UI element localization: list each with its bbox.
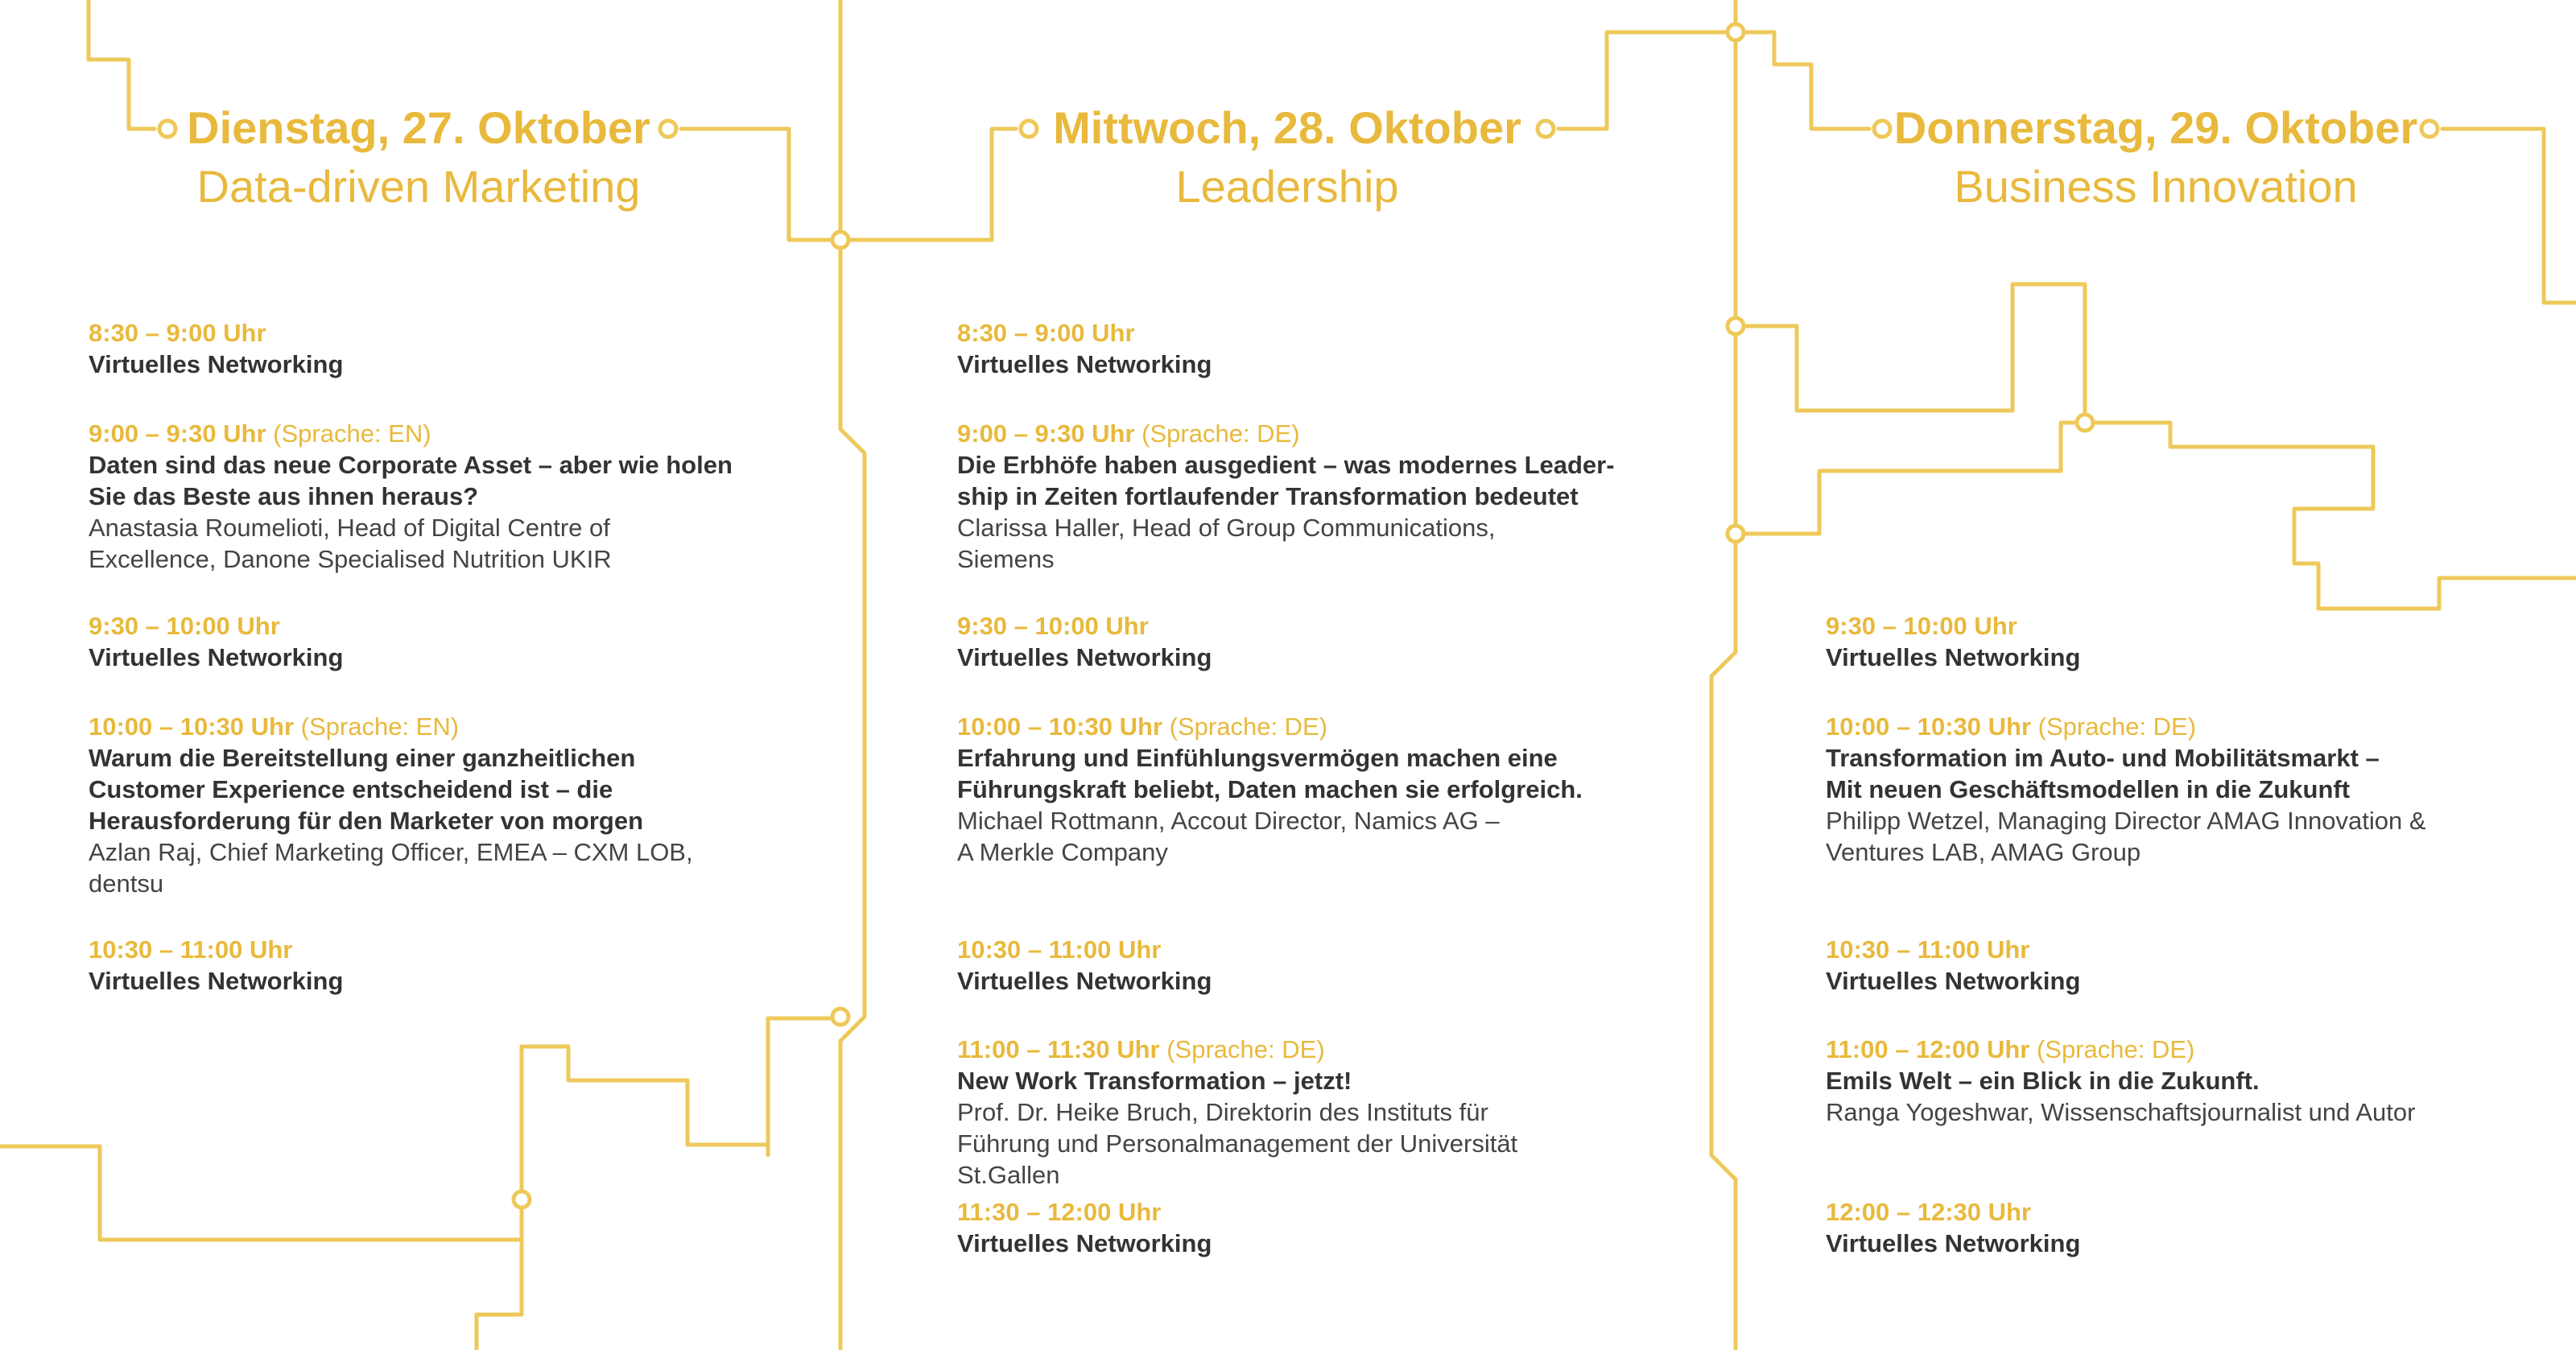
session-title-line: Virtuelles Networking [957, 350, 1212, 378]
session-time: 12:00 – 12:30 Uhr [1826, 1198, 2032, 1226]
session-time: 8:30 – 9:00 Uhr [957, 319, 1135, 347]
session-time-row [1826, 610, 2574, 642]
session-title [957, 742, 1706, 805]
session-language: (Sprache: DE) [1159, 1035, 1325, 1063]
session-speaker-line: Prof. Dr. Heike Bruch, Direktorin des Instituts für [957, 1098, 1488, 1126]
session-item [957, 711, 1706, 868]
session-time-row [89, 610, 837, 642]
session-speaker [957, 805, 1706, 868]
session-time-row [957, 418, 1706, 449]
session-time: 9:30 – 10:00 Uhr [957, 612, 1149, 640]
session-title-line: Die Erbhöfe haben ausgedient – was modernes Leader- [957, 451, 1615, 479]
session-title-line: Herausforderung für den Marketer von morgen [89, 807, 644, 835]
circuit-node [1728, 526, 1744, 542]
circuit-line [840, 129, 1016, 240]
circuit-line [477, 1240, 522, 1350]
session-title-line: Virtuelles Networking [1826, 1229, 2081, 1257]
session-speaker-line: Anastasia Roumelioti, Head of Digital Centre of [89, 514, 610, 542]
session-time-row [957, 1196, 1706, 1228]
circuit-node [2077, 415, 2093, 431]
session-title [1826, 742, 2574, 805]
day-topic: Business Innovation [1954, 161, 2358, 212]
session-item [957, 934, 1706, 997]
session-speaker-line: St.Gallen [957, 1161, 1060, 1189]
session-language: (Sprache: DE) [2031, 712, 2197, 741]
circuit-line [1736, 32, 1869, 129]
session-time: 10:00 – 10:30 Uhr [957, 712, 1163, 741]
circuit-line [681, 129, 840, 240]
session-time-row [957, 610, 1706, 642]
session-time: 10:30 – 11:00 Uhr [1826, 935, 2030, 964]
circuit-node [1538, 121, 1554, 137]
session-time-row [89, 317, 837, 349]
circuit-line [0, 1146, 477, 1240]
session-language: (Sprache: EN) [266, 419, 431, 448]
session-title-line: Führungskraft beliebt, Daten machen sie erfolgreich. [957, 775, 1583, 803]
circuit-node [832, 1009, 848, 1025]
session-time-row [957, 317, 1706, 349]
session-item [89, 610, 837, 673]
session-title-line: ship in Zeiten fortlaufender Transformation bedeutet [957, 482, 1579, 510]
session-speaker-line: Philipp Wetzel, Managing Director AMAG Innovation & [1826, 807, 2426, 835]
session-title [957, 965, 1706, 997]
day-header-2 [1040, 100, 1534, 217]
session-speaker [89, 836, 837, 899]
session-time-row [89, 418, 837, 449]
circuit-line [1736, 423, 2085, 534]
session-time-row [1826, 934, 2574, 965]
session-time: 11:00 – 11:30 Uhr [957, 1035, 1160, 1063]
session-time: 10:30 – 11:00 Uhr [957, 935, 1162, 964]
session-speaker-line: Michael Rottmann, Accout Director, Namics AG – [957, 807, 1500, 835]
session-speaker [89, 512, 837, 575]
session-speaker-line: Clarissa Haller, Head of Group Communications, [957, 514, 1496, 542]
session-time: 8:30 – 9:00 Uhr [89, 319, 266, 347]
session-title-line: Virtuelles Networking [957, 1229, 1212, 1257]
session-time-row [957, 711, 1706, 742]
session-speaker-line: A Merkle Company [957, 838, 1168, 866]
circuit-node [159, 121, 175, 137]
session-title-line: Virtuelles Networking [89, 350, 344, 378]
session-speaker-line: Siemens [957, 545, 1055, 573]
session-item [957, 1034, 1706, 1191]
session-item [957, 1196, 1706, 1259]
session-title [957, 349, 1706, 380]
session-title-line: Virtuelles Networking [957, 643, 1212, 671]
session-language: (Sprache: DE) [1162, 712, 1328, 741]
session-time: 9:00 – 9:30 Uhr [957, 419, 1135, 448]
session-speaker-line: Excellence, Danone Specialised Nutrition UKIR [89, 545, 612, 573]
session-language: (Sprache: DE) [2029, 1035, 2195, 1063]
session-speaker-line: dentsu [89, 869, 164, 898]
session-title [957, 1228, 1706, 1259]
day-header-1 [179, 100, 658, 217]
session-title [1826, 965, 2574, 997]
session-speaker-line: Führung und Personalmanagement der Universität [957, 1129, 1518, 1158]
session-time-row [1826, 711, 2574, 742]
session-title-line: Virtuelles Networking [957, 967, 1212, 995]
circuit-line [1736, 284, 2085, 423]
session-title [89, 349, 837, 380]
circuit-line [477, 1018, 840, 1240]
circuit-line [2442, 129, 2576, 303]
session-item [957, 317, 1706, 380]
session-time-row [1826, 1034, 2574, 1065]
session-item [89, 317, 837, 380]
session-item [957, 610, 1706, 673]
session-title-line: Virtuelles Networking [1826, 643, 2081, 671]
circuit-node [1728, 318, 1744, 334]
day-title: Donnerstag, 29. Oktober [1893, 102, 2418, 153]
session-title [89, 449, 837, 512]
session-title-line: Transformation im Auto- und Mobilitätsmarkt – [1826, 744, 2380, 772]
session-time: 10:00 – 10:30 Uhr [89, 712, 295, 741]
circuit-line [2085, 423, 2576, 609]
session-language: (Sprache: EN) [294, 712, 460, 741]
session-time: 10:00 – 10:30 Uhr [1826, 712, 2032, 741]
session-time: 10:30 – 11:00 Uhr [89, 935, 293, 964]
session-time-row [957, 934, 1706, 965]
circuit-node [1021, 121, 1037, 137]
session-item [1826, 934, 2574, 997]
circuit-node [1728, 24, 1744, 40]
session-title [89, 642, 837, 673]
session-time: 11:30 – 12:00 Uhr [957, 1198, 1162, 1226]
session-title-line: Daten sind das neue Corporate Asset – aber wie holen [89, 451, 733, 479]
circuit-line [1558, 32, 1736, 129]
circuit-node [2421, 121, 2438, 137]
session-title-line: Emils Welt – ein Blick in die Zukunft. [1826, 1067, 2260, 1095]
session-item [89, 934, 837, 997]
session-time: 9:30 – 10:00 Uhr [89, 612, 280, 640]
session-title-line: Virtuelles Networking [89, 643, 344, 671]
session-speaker-line: Azlan Raj, Chief Marketing Officer, EMEA – CXM LOB, [89, 838, 693, 866]
session-speaker [1826, 805, 2574, 868]
session-speaker [957, 1096, 1706, 1191]
circuit-node [660, 121, 676, 137]
session-time: 11:00 – 12:00 Uhr [1826, 1035, 2030, 1063]
circuit-line [1711, 0, 1736, 1350]
session-title-line: Mit neuen Geschäftsmodellen in die Zukunft [1826, 775, 2351, 803]
session-item [1826, 1196, 2574, 1259]
session-time-row [1826, 1196, 2574, 1228]
session-item [1826, 1034, 2574, 1128]
session-title-line: Sie das Beste aus ihnen heraus? [89, 482, 479, 510]
circuit-node [1874, 121, 1890, 137]
day-topic: Leadership [1175, 161, 1399, 212]
session-title [89, 965, 837, 997]
day-title: Dienstag, 27. Oktober [187, 102, 650, 153]
session-title [1826, 1065, 2574, 1096]
session-time-row [89, 934, 837, 965]
circuit-line [840, 0, 865, 1350]
session-time: 9:30 – 10:00 Uhr [1826, 612, 2017, 640]
session-time-row [957, 1034, 1706, 1065]
circuit-node [832, 232, 848, 248]
session-item [1826, 610, 2574, 673]
session-title [1826, 1228, 2574, 1259]
session-speaker [957, 512, 1706, 575]
session-time: 9:00 – 9:30 Uhr [89, 419, 266, 448]
session-title-line: New Work Transformation – jetzt! [957, 1067, 1352, 1095]
session-title-line: Virtuelles Networking [89, 967, 344, 995]
session-language: (Sprache: DE) [1134, 419, 1300, 448]
session-item [89, 711, 837, 899]
session-item [89, 418, 837, 575]
session-title-line: Customer Experience entscheidend ist – die [89, 775, 613, 803]
session-title [89, 742, 837, 836]
session-title [957, 449, 1706, 512]
session-item [957, 418, 1706, 575]
session-speaker-line: Ventures LAB, AMAG Group [1826, 838, 2141, 866]
session-title [1826, 642, 2574, 673]
session-title-line: Warum die Bereitstellung einer ganzheitlichen [89, 744, 636, 772]
session-time-row [89, 711, 837, 742]
session-speaker [1826, 1096, 2574, 1128]
session-speaker-line: Ranga Yogeshwar, Wissenschaftsjournalist und Autor [1826, 1098, 2416, 1126]
circuit-line [89, 0, 155, 129]
session-title-line: Virtuelles Networking [1826, 967, 2081, 995]
session-item [1826, 711, 2574, 868]
day-title: Mittwoch, 28. Oktober [1053, 102, 1521, 153]
day-header-3 [1893, 100, 2418, 217]
session-title [957, 1065, 1706, 1096]
session-title [957, 642, 1706, 673]
session-title-line: Erfahrung und Einfühlungsvermögen machen eine [957, 744, 1558, 772]
day-topic: Data-driven Marketing [196, 161, 641, 212]
circuit-node [514, 1191, 530, 1208]
